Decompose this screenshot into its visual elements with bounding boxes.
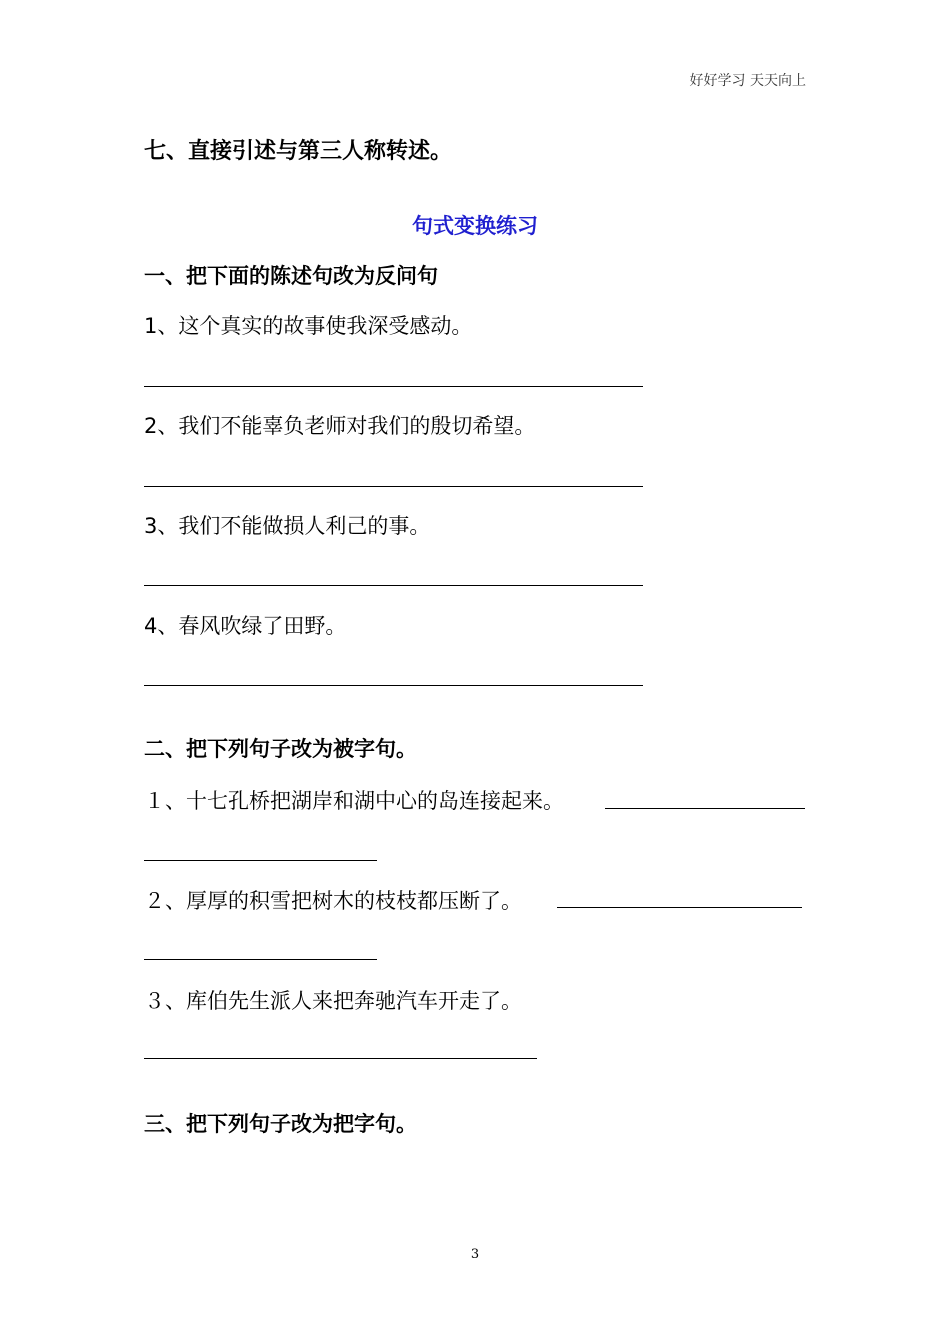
part2-heading: 二、把下列句子改为被字句。 [144,737,417,761]
part1-item-4: 4、春风吹绿了田野。 [144,614,347,638]
part1-item-1: 1、这个真实的故事使我深受感动。 [144,314,473,338]
section-heading-7: 七、直接引述与第三人称转述。 [144,139,453,164]
answer-line[interactable] [144,486,643,487]
part2-item-1: １、十七孔桥把湖岸和湖中心的岛连接起来。 [144,789,564,813]
part2-item-3: ３、库伯先生派人来把奔驰汽车开走了。 [144,989,522,1013]
answer-line[interactable] [557,907,802,908]
answer-line[interactable] [144,1058,537,1059]
answer-line[interactable] [144,585,643,586]
part3-heading: 三、把下列句子改为把字句。 [144,1112,417,1136]
answer-line[interactable] [144,959,377,960]
answer-line[interactable] [144,685,643,686]
part1-item-3: 3、我们不能做损人利己的事。 [144,514,431,538]
page-number: 3 [470,1247,480,1262]
part1-item-2: 2、我们不能辜负老师对我们的殷切希望。 [144,414,536,438]
answer-line[interactable] [144,860,377,861]
answer-line[interactable] [605,808,805,809]
exercise-title: 句式变换练习 [412,214,538,238]
part1-heading: 一、把下面的陈述句改为反问句 [144,264,438,288]
page-header: 好好学习 天天向上 [689,73,806,89]
answer-line[interactable] [144,386,643,387]
part2-item-2: ２、厚厚的积雪把树木的枝枝都压断了。 [144,889,522,913]
